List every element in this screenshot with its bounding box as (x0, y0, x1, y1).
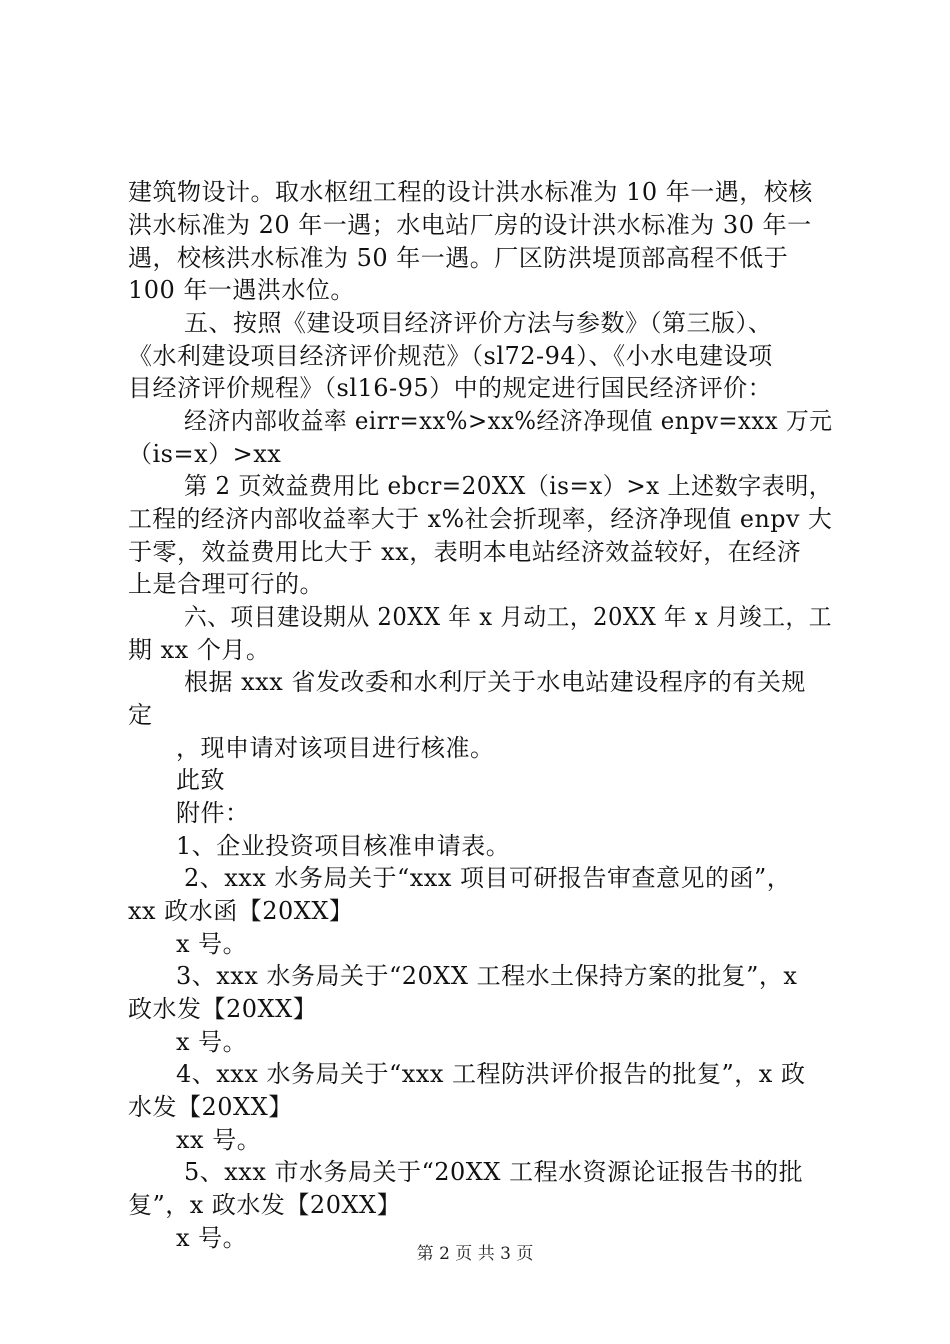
text-line: 100 年一遇洪水位。 (128, 276, 355, 304)
text-line: 五、按照《建设项目经济评价方法与参数》（第三版）、 (184, 309, 773, 337)
text-line: 目经济评价规程》（sl16-95）中的规定进行国民经济评价： (128, 374, 773, 402)
text-line: 期 xx 个月。 (128, 636, 271, 664)
text-line: 4、xxx 水务局关于“xxx 工程防洪评价报告的批复”，x 政 (176, 1060, 806, 1088)
text-line: ，现申请对该项目进行核准。 (176, 734, 495, 762)
text-line: 此致 (176, 766, 225, 794)
text-line: 第 2 页效益费用比 ebcr=20XX（is=x）>x 上述数字表明， (184, 472, 833, 500)
text-line: 《水利建设项目经济评价规范》（sl72-94）、《小水电建设项 (128, 342, 773, 370)
text-line: 工程的经济内部收益率大于 x%社会折现率，经济净现值 enpv 大 (128, 505, 833, 533)
text-line: 3、xxx 水务局关于“20XX 工程水土保持方案的批复”，x (176, 962, 798, 990)
page-footer: 第 2 页 共 3 页 (416, 1244, 534, 1264)
text-line: 定 (128, 701, 153, 729)
text-line: 洪水标准为 20 年一遇；水电站厂房的设计洪水标准为 30 年一 (128, 211, 812, 239)
text-line: x 号。 (176, 1224, 248, 1252)
text-line: 上是合理可行的。 (128, 570, 324, 598)
text-line: 附件： (176, 799, 250, 827)
text-line: 2、xxx 水务局关于“xxx 项目可研报告审查意见的函”， (184, 864, 792, 892)
text-line: x 号。 (176, 930, 248, 958)
text-line: xx 号。 (176, 1126, 262, 1154)
text-line: 建筑物设计。取水枢纽工程的设计洪水标准为 10 年一遇，校核 (128, 178, 813, 206)
text-line: 水发【20XX】 (128, 1093, 293, 1121)
text-line: 六、项目建设期从 20XX 年 x 月动工，20XX 年 x 月竣工，工 (184, 603, 832, 631)
text-line: xx 政水函【20XX】 (128, 897, 354, 925)
text-line: 遇，校核洪水标准为 50 年一遇。厂区防洪堤顶部高程不低于 (128, 244, 789, 272)
text-line: 1、企业投资项目核准申请表。 (176, 832, 511, 860)
text-line: （is=x）>xx (128, 440, 282, 468)
text-line: 复”，x 政水发【20XX】 (128, 1191, 402, 1219)
text-line: 5、xxx 市水务局关于“20XX 工程水资源论证报告书的批 (184, 1158, 804, 1186)
text-line: 经济内部收益率 eirr=xx%>xx%经济净现值 enpv=xxx 万元 (184, 407, 833, 435)
text-line: 政水发【20XX】 (128, 995, 318, 1023)
text-line: 根据 xxx 省发改委和水利厅关于水电站建设程序的有关规 (184, 668, 806, 696)
text-line: 于零，效益费用比大于 xx，表明本电站经济效益较好，在经济 (128, 538, 802, 566)
text-line: x 号。 (176, 1028, 248, 1056)
